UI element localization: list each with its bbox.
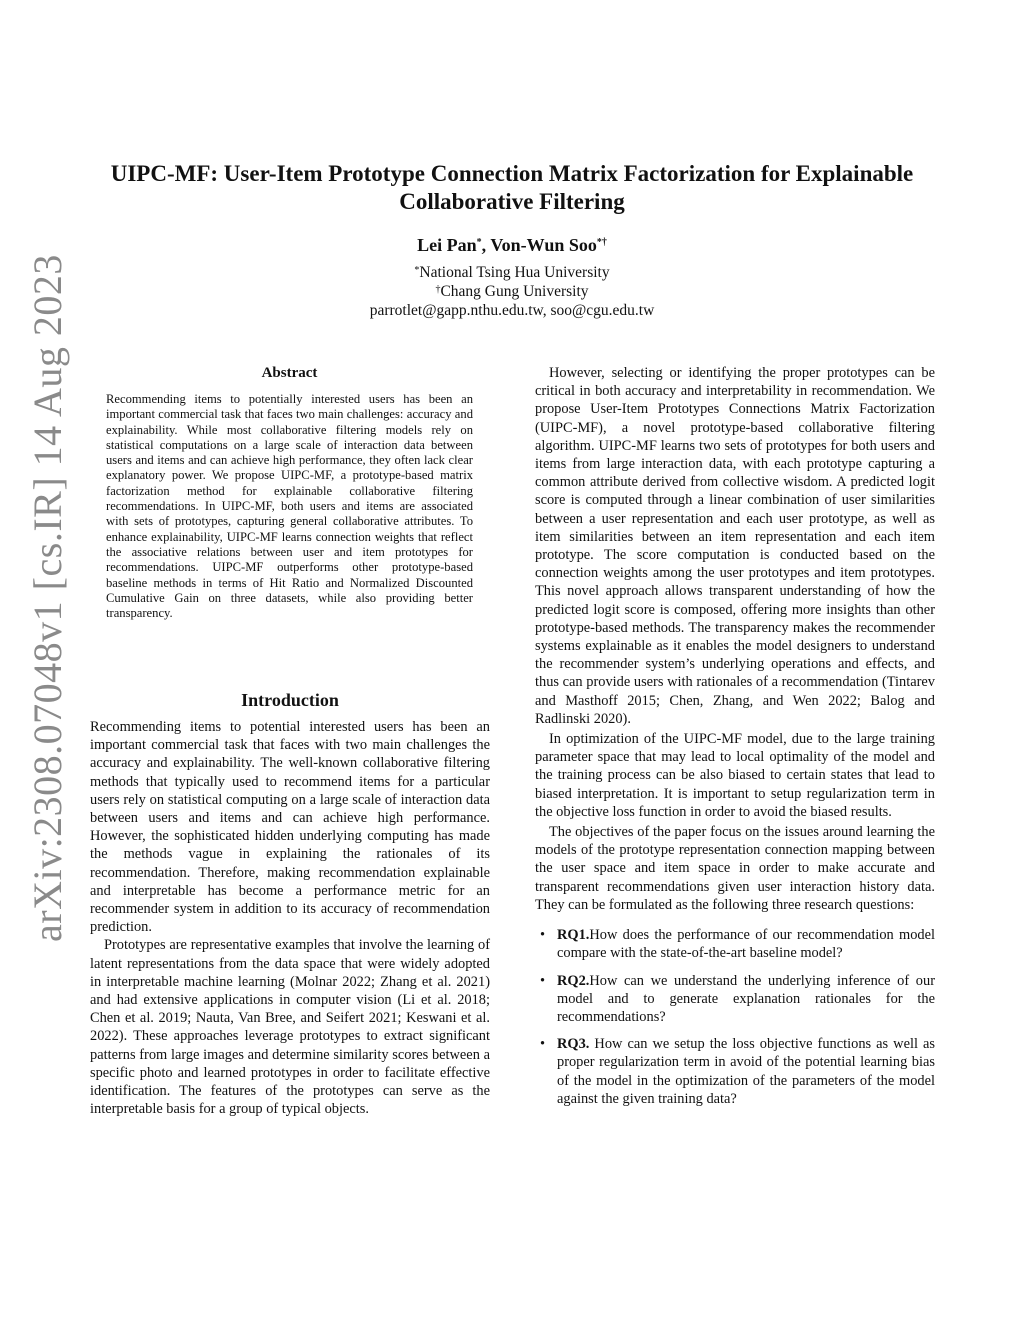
introduction-section [90, 688, 490, 1118]
author-separator: , [481, 235, 491, 255]
rq-label: RQ2. [557, 972, 590, 989]
introduction-heading: Introduction [241, 690, 339, 710]
bullet-icon: • [540, 1036, 546, 1053]
right-paragraph-1: However, selecting or identifying the proper prototypes can be critical in both accuracy and interpretability in recommendation. We propose User-Item Prototypes Connections Matrix Factorization (UIPC-MF), a novel prototype-based collaborative filtering algorithm. UIPC-MF learns two sets of prototypes for both users and items from large interaction data, with each prototype capturing a common attribute derived from collective wisdom. A predicted logit score is computed through a linear combination of user similarities between a user representation and each user prototype, as well as item similarities between an item representation and each item prototype. The score computation is conducted based on the connection weights among the user prototypes and item prototypes. This novel approach allows transparent understanding of how the predicted logit score is composed, offering more insights than other prototype-based methods. The transparency makes the recommender systems explainable as it enables the model designers to understand the recommender system’s underlying operations and effects, and thus can provide users with rationales of a recommendation (Tintarev and Masthoff 2015; Chen, Zhang, and Wen 2022; Balog and Radlinski 2020). [535, 365, 935, 727]
abstract-heading: Abstract [261, 365, 318, 381]
affiliation-name: National Tsing Hua University [419, 264, 610, 281]
right-paragraph-3: The objectives of the paper focus on the issues around learning the models of the prototype representation connection mapping between the user space and item space in order to make accurate and transparent recommendations given user interaction history data. They can be formulated as the following three research questions: [535, 824, 935, 913]
intro-paragraph-1: Recommending items to potential interested users has been an important commercial task that faces with two main challenges the accuracy and explainability. The well-known collaborative filtering methods that typically used to recommend items for a particular users rely on statistical computing on a large scale of interaction data between users and items and can achieve high performance. However, the sophisticated hidden underlying computing has made the methods vague in explaining the rationales of its recommendation. Therefore, making recommendation explainable and interpretable has become a performance metric for an recommender system in addition to its accuracy of recommendation prediction. [90, 719, 490, 936]
rq-text: How can we understand the underlying inference of our model and to generate explanation rationales for the recommendations? [557, 972, 935, 1025]
rq-label: RQ1. [557, 927, 590, 944]
affiliation-2 [80, 282, 944, 301]
author-name: Lei Pan [417, 235, 477, 255]
bullet-icon: • [540, 927, 546, 944]
affiliation-1 [80, 263, 944, 282]
author-name: Von-Wun Soo [490, 235, 597, 255]
rq-label: RQ3. [557, 1036, 590, 1053]
affiliation-mark: † [435, 284, 441, 295]
abstract-section [106, 363, 473, 621]
research-question-item [535, 1035, 935, 1108]
title-line-1: UIPC-MF: User-Item Prototype Connection Matrix Factorization for Explainable [110, 161, 914, 186]
bullet-icon: • [540, 972, 546, 989]
research-questions-list [535, 926, 935, 1108]
right-column [535, 364, 935, 1117]
research-question-item [535, 926, 935, 962]
affiliation-mark: * [414, 265, 420, 276]
rq-text: How does the performance of our recommendation model compare with the state-of-the-art baseline model? [557, 927, 935, 962]
author-affiliation-mark: * [476, 237, 482, 248]
author-emails[interactable]: parrotlet@gapp.nthu.edu.tw, soo@cgu.edu.tw [369, 302, 655, 319]
affiliation-name: Chang Gung University [440, 283, 589, 300]
rq-text: How can we setup the loss objective functions as well as proper regularization term in avoid of the potential learning bias of the model in the optimization of the parameters of the model against the given training data? [557, 1036, 935, 1107]
research-question-item [535, 972, 935, 1027]
right-paragraph-2: In optimization of the UIPC-MF model, due to the large training parameter space that may lead to local optimality of the model and the training process can be also biased to certain states that lead to biased interpretation. It is important to setup regularization term in the objective loss function in order to avoid the biased results. [535, 731, 935, 820]
arxiv-identifier-stamp[interactable]: arXiv:2308.07048v1 [cs.IR] 14 Aug 2023 [25, 254, 70, 942]
paper-title [80, 160, 944, 216]
intro-paragraph-2: Prototypes are representative examples that involve the learning of latent representations from the data space that were widely adopted in interpretable machine learning (Molnar 2022; Zhang et al. 2021) and had extensive applications in computer vision (Li et al. 2018; Chen et al. 2019; Nauta, Van Bree, and Seifert 2021; Keswani et al. 2022). These approaches leverage prototypes to extract significant patterns from large images and determine similarity scores between a specific photo and learned prototypes in order to facilitate effective identification. The features of the prototypes can serve as the interpretable basis for a group of typical objects. [90, 937, 490, 1118]
title-line-2: Collaborative Filtering [399, 189, 625, 214]
author-list [80, 234, 944, 256]
abstract-text: Recommending items to potentially interested users has been an important commercial task that faces two main challenges: accuracy and explainability. While most collaborative filtering models rely on statistical computations on a large scale of interaction data between users and items and can achieve high performance, they often lack clear explanatory power. We propose UIPC-MF, a prototype-based matrix factorization method for explainable collaborative filtering recommendations. In UIPC-MF, both users and items are associated with sets of prototypes, capturing general collaborative attributes. To enhance explainability, UIPC-MF learns connection weights that reflect the associative relations between user and item prototypes for recommendations. UIPC-MF outperforms other prototype-based baseline methods in terms of Hit Ratio and Normalized Discounted Cumulative Gain on three datasets, while also providing better transparency. [106, 392, 473, 621]
author-affiliation-mark: *† [596, 237, 607, 248]
